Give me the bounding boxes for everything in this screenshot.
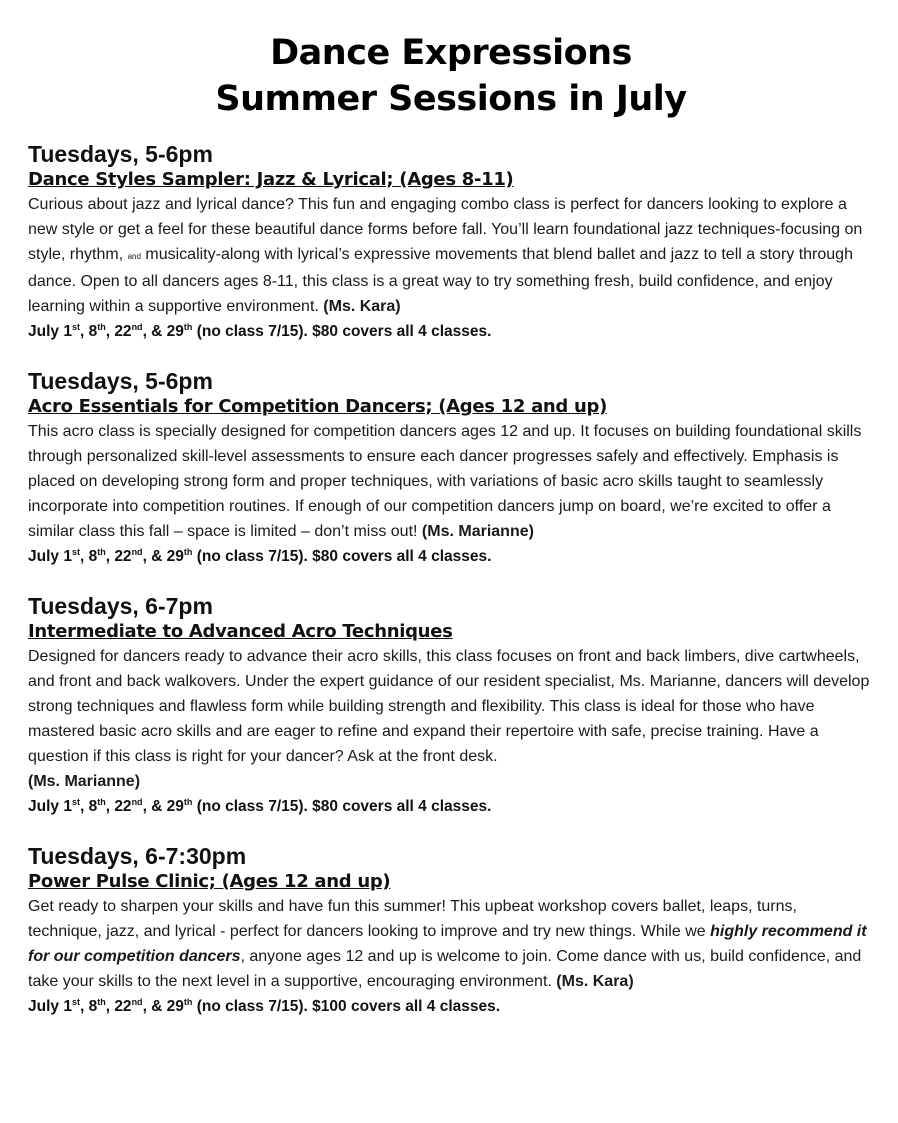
date-text: July 1 [28,798,72,815]
date-text: , 22 [105,798,132,815]
title-block [28,30,874,122]
description-text: Get ready to sharpen your skills and have fun this summer! This upbeat workshop covers ballet, leaps, turns, technique, jazz, and lyrical - perfect for dancers looking to improve and try new things. While we [28,898,797,940]
page-subtitle: Summer Sessions in July [215,79,687,119]
date-suffix: st [71,796,80,807]
session-description: Designed for dancers ready to advance their acro skills, this class focuses on front and back limbers, dive cartwheels, and front and back walkovers. Under the expert guidance of our resident specialist, Ms. Marianne, dancers will develop strong techniques and flawless form while building strength and flexibility. This class is ideal for those who have mastered basic acro skills and are eager to refine and expand their repertoire with safe, precise training. Have a question if this class is right for your dancer? Ask at the front desk. [28,648,870,765]
session-description [28,192,874,319]
date-text: , & 29 [142,548,184,565]
date-text: July 1 [28,548,72,565]
instructor-name: (Ms. Marianne) [421,523,534,540]
session-description [28,419,874,544]
date-text: July 1 [28,323,72,340]
session-dates [28,794,874,820]
date-suffix: th [183,546,193,557]
session-dates [28,319,874,345]
date-suffix: th [183,996,193,1007]
session-dates [28,544,874,570]
date-text: , 8 [79,798,98,815]
price-text: (no class 7/15). $100 covers all 4 classes. [192,998,501,1015]
session-power-pulse [28,842,874,1020]
date-suffix: th [97,796,106,807]
date-suffix: th [97,546,106,557]
date-suffix: nd [131,321,143,332]
date-text: , 22 [105,323,132,340]
price-text: (no class 7/15). $80 covers all 4 classes. [192,548,492,565]
date-text: , & 29 [142,323,184,340]
session-advanced-acro [28,592,874,820]
description-text: This acro class is specially designed for competition dancers ages 12 and up. It focuses on building foundational skills through personalized skill-level assessments to ensure each dancer progresses safely and effectively. Emphasis is placed on developing strong form and proper techniques, with variations of basic acro skills taught to seamlessly incorporate into competition routines. If enough of our competition dancers jump on board, we’re excited to offer a similar class this fall – space is limited – don’t miss out! [28,423,862,540]
date-suffix: st [71,321,80,332]
price-text: (no class 7/15). $80 covers all 4 classes. [192,798,492,815]
date-suffix: th [97,321,106,332]
session-acro-essentials [28,367,874,570]
description-text-cont: musicality-along with lyrical’s expressive movements that blend ballet and jazz to tell a story through dance. Open to all dancers ages 8-11, this class is a great way to try something fresh, build confidence, and enjoy learning within a supportive environment. [28,246,853,315]
session-name: Acro Essentials for Competition Dancers; (Ages 12 and up) [28,396,608,417]
date-text: , & 29 [142,798,184,815]
description-small-and: and [127,252,141,261]
date-suffix: th [97,996,106,1007]
date-text: July 1 [28,998,72,1015]
date-suffix: st [71,996,80,1007]
session-time: Tuesdays, 6-7:30pm [28,843,247,869]
instructor-name: (Ms. Kara) [556,973,634,990]
date-suffix: th [183,321,193,332]
description-text-cont: , anyone ages 12 and up is welcome to join. Come dance with us, build confidence, and take your skills to the next level in a supportive, encouraging environment. [28,948,862,990]
date-text: , 8 [79,323,98,340]
flyer-page [28,30,874,1042]
session-time: Tuesdays, 6-7pm [28,593,213,619]
description-text: Curious about jazz and lyrical dance? This fun and engaging combo class is perfect for dancers looking to explore a new style or get a feel for these beautiful dance forms before fall. You’ll learn foundational jazz techniques-focusing on style, rhythm, [28,196,863,263]
date-suffix: nd [131,796,143,807]
session-dates [28,994,874,1020]
session-time: Tuesdays, 5-6pm [28,141,213,167]
session-name: Intermediate to Advanced Acro Techniques [28,621,453,642]
instructor-name: (Ms. Marianne) [28,773,141,790]
date-text: , 8 [79,998,98,1015]
date-text: , 22 [105,548,132,565]
session-name: Power Pulse Clinic; (Ages 12 and up) [28,871,391,892]
session-description [28,894,874,994]
session-name: Dance Styles Sampler: Jazz & Lyrical; (Ages 8-11) [28,169,514,190]
date-suffix: th [183,796,193,807]
session-jazz-lyrical [28,140,874,345]
date-suffix: nd [131,996,143,1007]
instructor-name: (Ms. Kara) [323,298,401,315]
description-emphasis: highly recommend it for our competition dancers [28,923,867,965]
session-time: Tuesdays, 5-6pm [28,368,213,394]
date-suffix: st [71,546,80,557]
date-suffix: nd [131,546,143,557]
date-text: , & 29 [142,998,184,1015]
page-title: Dance Expressions [270,33,632,73]
price-text: (no class 7/15). $80 covers all 4 classes. [192,323,492,340]
date-text: , 8 [79,548,98,565]
date-text: , 22 [105,998,132,1015]
